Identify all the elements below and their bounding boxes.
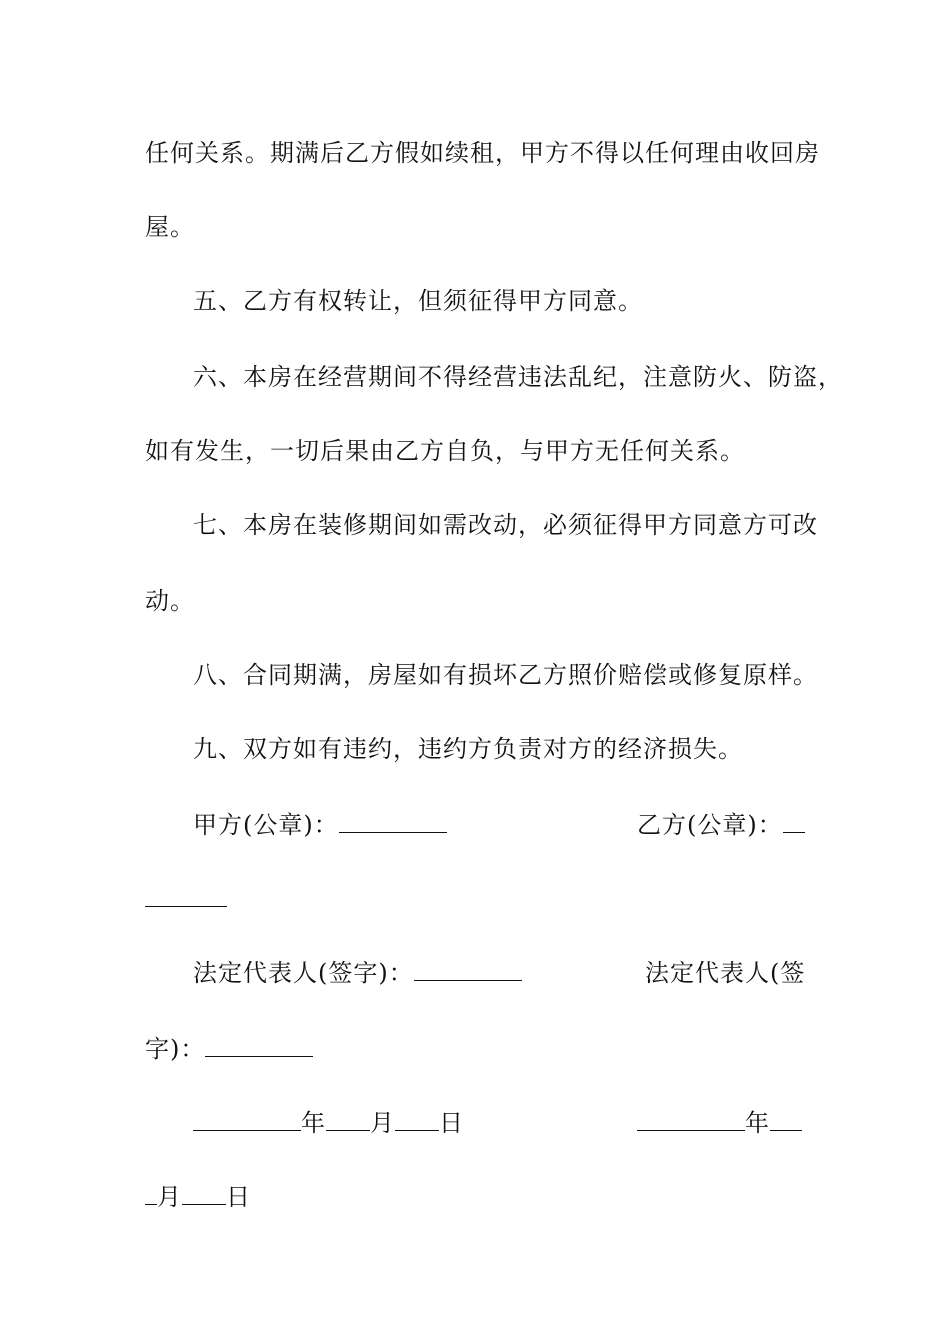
date-b-year-blank[interactable] <box>637 1108 745 1131</box>
clause-9: 九、双方如有违约，违约方负责对方的经济损失。 <box>193 735 743 763</box>
party-a-seal-line <box>193 810 447 840</box>
date-b-month-blank-part-1[interactable] <box>770 1108 802 1131</box>
legal-rep-b-label-line-2: 字)： <box>145 1035 206 1063</box>
party-b-seal-blank-part-1[interactable] <box>783 810 805 833</box>
clause-6-line-1: 六、本房在经营期间不得经营违法乱纪，注意防火、防盗， <box>193 363 843 391</box>
clause-7-line-1: 七、本房在装修期间如需改动，必须征得甲方同意方可改 <box>193 511 818 539</box>
date-a-year-blank[interactable] <box>193 1108 301 1131</box>
paragraph-4-line-2: 屋。 <box>145 213 195 241</box>
clause-7-line-2: 动。 <box>145 587 195 615</box>
party-a-seal-label: 甲方(公章)： <box>193 811 339 839</box>
legal-rep-a-line <box>193 958 522 988</box>
date-b-line-2 <box>145 1182 251 1212</box>
date-a-month-label: 月 <box>370 1109 395 1137</box>
date-a-line <box>193 1108 464 1138</box>
date-b-day-label: 日 <box>226 1183 251 1211</box>
legal-rep-a-blank[interactable] <box>414 958 522 981</box>
party-b-seal-blank-part-2[interactable] <box>145 884 227 907</box>
date-b-month-label: 月 <box>157 1183 182 1211</box>
legal-rep-b-line-2 <box>145 1034 313 1064</box>
date-b-year-label: 年 <box>745 1109 770 1137</box>
date-b-day-blank[interactable] <box>182 1182 226 1205</box>
party-b-seal-label: 乙方(公章)： <box>637 811 783 839</box>
date-a-year-label: 年 <box>301 1109 326 1137</box>
clause-6-line-2: 如有发生，一切后果由乙方自负，与甲方无任何关系。 <box>145 437 745 465</box>
date-b-month-blank-part-2[interactable] <box>145 1182 157 1205</box>
clause-8: 八、合同期满，房屋如有损坏乙方照价赔偿或修复原样。 <box>193 661 818 689</box>
party-b-seal-continuation <box>145 884 227 914</box>
paragraph-4-line-1: 任何关系。期满后乙方假如续租，甲方不得以任何理由收回房 <box>145 139 820 167</box>
legal-rep-b-blank[interactable] <box>205 1034 313 1057</box>
legal-rep-a-label: 法定代表人(签字)： <box>193 959 414 987</box>
date-b-line-1 <box>637 1108 802 1138</box>
date-a-day-label: 日 <box>439 1109 464 1137</box>
clause-5: 五、乙方有权转让，但须征得甲方同意。 <box>193 287 643 315</box>
legal-rep-b-label-line-1: 法定代表人(签 <box>645 959 806 987</box>
party-a-seal-blank[interactable] <box>339 810 447 833</box>
date-a-day-blank[interactable] <box>395 1108 439 1131</box>
party-b-seal-line <box>637 810 805 840</box>
date-a-month-blank[interactable] <box>326 1108 370 1131</box>
